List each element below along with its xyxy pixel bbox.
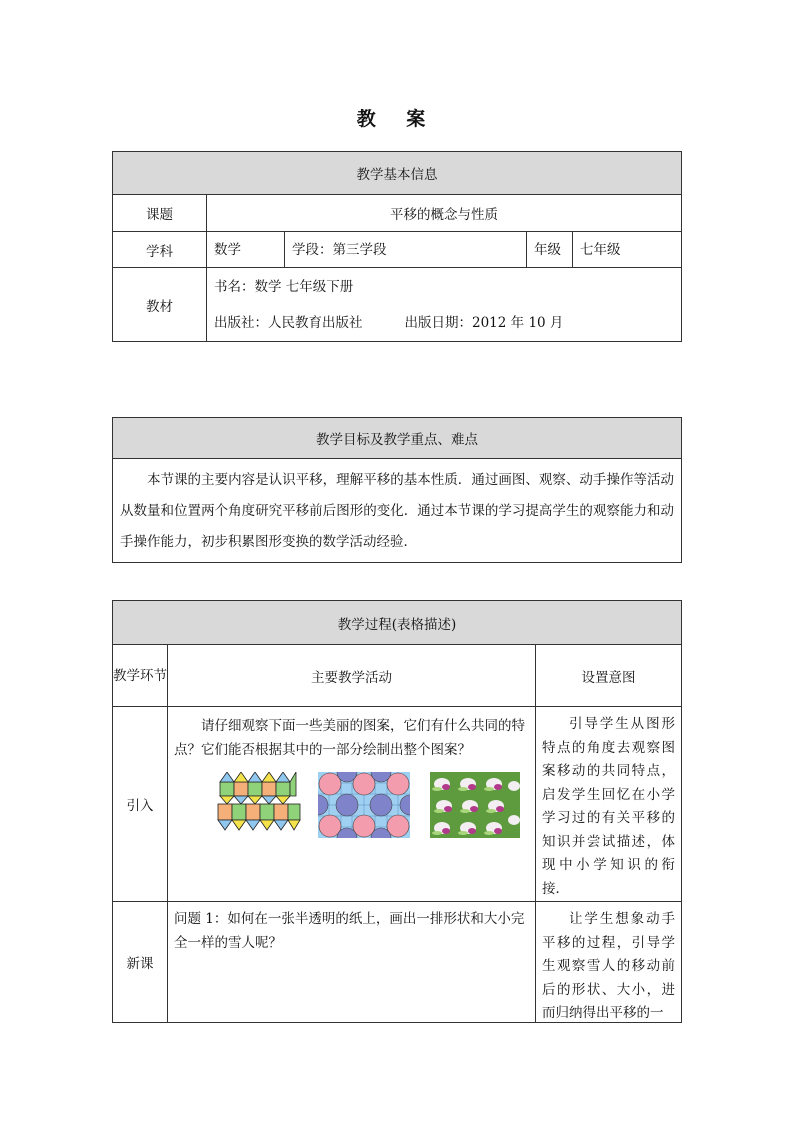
col-intent-header: 设置意图 [536, 645, 682, 707]
intent-new-text: 让学生想象动手平移的过程，引导学生观察雪人的移动前后的形状、大小，进而归纳得出平移的一 [542, 911, 676, 1021]
objectives-cell [113, 459, 682, 563]
subject-value: 数学 [207, 232, 285, 268]
textbook-label: 教材 [113, 268, 207, 342]
process-header: 教学过程(表格描述) [113, 601, 682, 645]
intent-new-cell [536, 902, 682, 1023]
textbook-info [207, 268, 682, 342]
tessellation-pattern-1 [216, 772, 302, 838]
activity-new-cell [168, 902, 536, 1023]
activity-new-text: 问题 1：如何在一张半透明的纸上，画出一排形状和大小完全一样的雪人呢？ [174, 911, 525, 951]
activity-intro-cell [168, 707, 536, 902]
subject-label: 学科 [113, 232, 207, 268]
circle-pattern-2 [318, 772, 410, 838]
activity-intro-text: 请仔细观察下面一些美丽的图案，它们有什么共同的特点？它们能否根据其中的一部分绘制出整个图案？ [174, 718, 525, 758]
stage-intro: 引入 [113, 707, 168, 902]
grade-label: 年级 [527, 232, 573, 268]
book-name: 书名：数学 七年级下册 [214, 278, 354, 295]
publisher: 出版社：人民教育出版社 [214, 314, 363, 331]
stage-value: 学段：第三学段 [285, 232, 527, 268]
col-activity-header: 主要教学活动 [168, 645, 536, 707]
topic-label: 课题 [113, 195, 207, 232]
basic-info-table [112, 151, 682, 342]
col-stage-header: 教学环节 [113, 645, 168, 707]
publisher-line [214, 305, 681, 341]
flower-pattern-3 [430, 772, 520, 838]
objectives-table [112, 417, 682, 563]
page-title: 教 案 [356, 108, 438, 130]
pattern-images [168, 772, 535, 850]
grade-value: 七年级 [573, 232, 682, 268]
basic-info-header: 教学基本信息 [113, 152, 682, 195]
intent-intro-text: 引导学生从图形特点的角度去观察图案移动的共同特点，启发学生回忆在小学学习过的有关平移的知识并尝试描述，体现中小学知识的衔接． [542, 716, 676, 897]
topic-value: 平移的概念与性质 [207, 195, 682, 232]
process-table [112, 600, 682, 1023]
stage-new-lesson: 新课 [113, 902, 168, 1023]
objectives-text: 本节课的主要内容是认识平移，理解平移的基本性质．通过画图、观察、动手操作等活动从数量和位置两个角度研究平移前后图形的变化．通过本节课的学习提高学生的观察能力和动手操作能力，初步积累图形变换的数学活动经验． [120, 472, 674, 550]
intent-intro-cell [536, 707, 682, 902]
publish-date: 出版日期：2012 年 10 月 [404, 314, 564, 331]
objectives-header: 教学目标及教学重点、难点 [113, 418, 682, 459]
